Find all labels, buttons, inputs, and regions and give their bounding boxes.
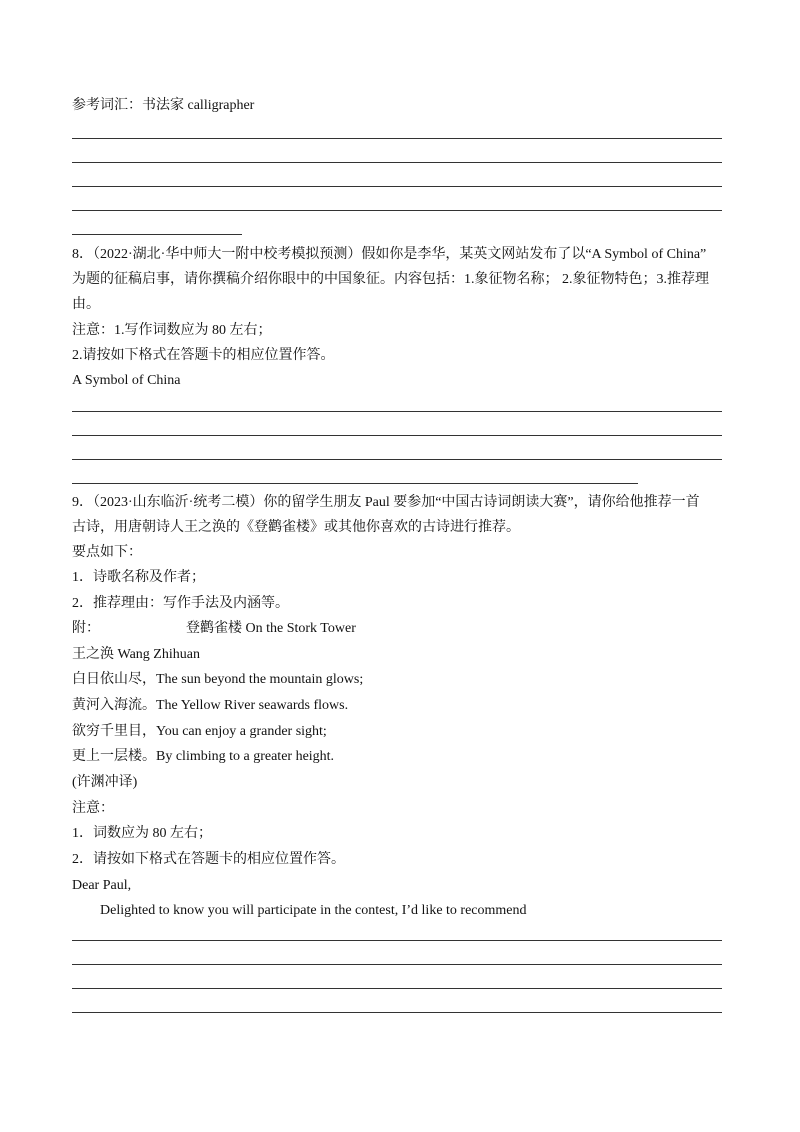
q9-points-title: 要点如下： [72,545,142,560]
answer-line [72,411,722,412]
q9-appendix-row [72,620,356,638]
appendix-label: 附： [72,621,100,636]
letter-salutation: Dear Paul, [72,878,132,893]
answer-line-short [72,234,242,235]
q8-heading: 8．（2022·湖北·华中师大一附中校考模拟预测）假如你是李华，某英文网站发布了以“A Symbol of China” [72,247,707,262]
poem-line: 欲穷千里目，You can enjoy a grander sight; [72,724,327,739]
answer-line [72,210,722,211]
q8-note-2: 2.请按如下格式在答题卡的相应位置作答。 [72,348,335,363]
q9-note-1: 1．词数应为 80 左右； [72,826,212,841]
answer-line [72,138,722,139]
q9-heading: 9．（2023·山东临沂·统考二模）你的留学生朋友 Paul 要参加“中国古诗词朗读大赛”，请你给他推荐一首 [72,495,700,510]
q9-point-2: 2．推荐理由：写作手法及内涵等。 [72,596,289,611]
poem-title: 登鹳雀楼 On the Stork Tower [186,621,356,636]
answer-line [72,459,722,460]
q9-point-1: 1．诗歌名称及作者； [72,570,205,585]
poem-line: 黄河入海流。The Yellow River seawards flows. [72,698,349,713]
q8-heading-end: 由。 [72,297,100,312]
answer-line [72,186,722,187]
poem-line: 更上一层楼。By climbing to a greater height. [72,749,335,764]
answer-line [72,940,722,941]
q9-note-2: 2．请按如下格式在答题卡的相应位置作答。 [72,852,345,867]
q8-heading-cont: 为题的征稿启事，请你撰稿介绍你眼中的中国象征。内容包括：1.象征物名称； 2.象征物特色；3.推荐理 [72,272,709,287]
poem-line: 白日依山尽，The sun beyond the mountain glows; [72,672,364,687]
vocab-reference: 参考词汇：书法家 calligrapher [72,98,255,113]
poem-author: 王之涣 Wang Zhihuan [72,647,200,662]
answer-line [72,988,722,989]
answer-line [72,964,722,965]
answer-line-short [72,483,638,484]
q9-heading-cont: 古诗，用唐朝诗人王之涣的《登鹳雀楼》或其他你喜欢的古诗进行推荐。 [72,520,520,535]
letter-opening: Delighted to know you will participate in the contest, I’d like to recommend [100,903,527,918]
answer-line [72,162,722,163]
answer-line [72,435,722,436]
translator-credit: (许渊冲译) [72,775,138,790]
q9-notes-title: 注意： [72,801,114,816]
q8-essay-title: A Symbol of China [72,373,181,388]
q8-note-1: 注意：1.写作词数应为 80 左右； [72,323,272,338]
answer-line [72,1012,722,1013]
